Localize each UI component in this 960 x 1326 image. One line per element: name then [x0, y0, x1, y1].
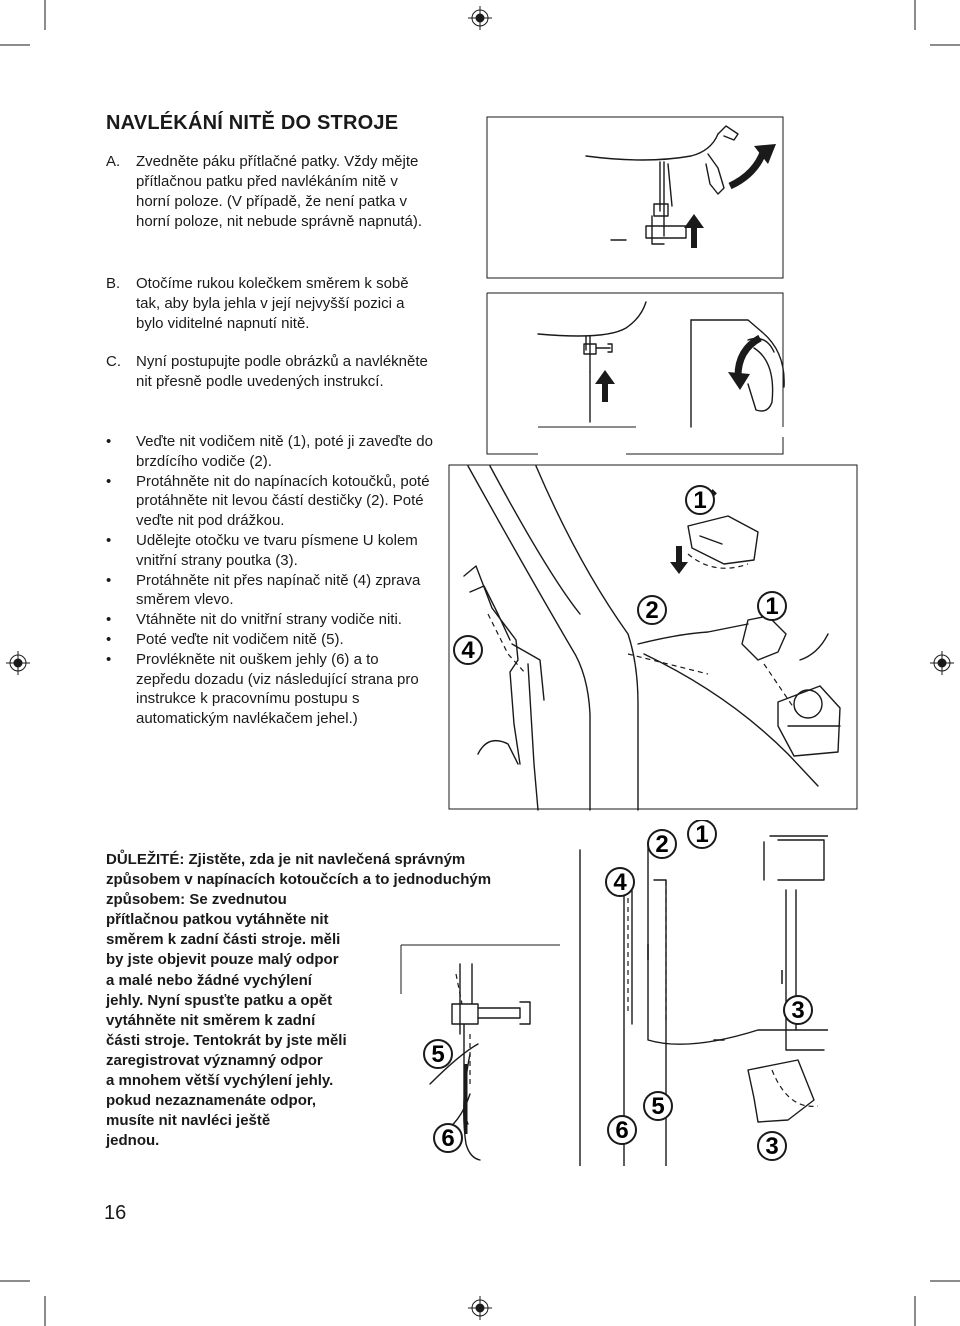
svg-text:3: 3	[765, 1133, 779, 1160]
figure-needle-detail	[400, 944, 590, 1164]
svg-text:2: 2	[655, 831, 669, 858]
svg-text:6: 6	[615, 1117, 629, 1144]
callout-one	[688, 820, 716, 848]
step-b-text: Otočíme rukou kolečkem směrem k sobě tak, aby byla jehla v její nejvyšší pozici a bylo viditelné napnutí nitě.	[136, 275, 409, 332]
page-title: NAVLÉKÁNÍ NITĚ DO STROJE	[106, 112, 399, 134]
svg-text:1: 1	[693, 487, 707, 514]
svg-text:1: 1	[695, 821, 709, 848]
list-item: • Protáhněte nit do napínacích kotoučků, poté protáhněte nit levou částí destičky (2). Poté veďte nit pod drážkou.	[106, 472, 430, 530]
svg-text:3: 3	[791, 997, 805, 1024]
curved-arrow-icon	[738, 338, 760, 376]
step-c	[106, 352, 436, 392]
step-b	[106, 274, 436, 334]
callout-six	[434, 1124, 462, 1152]
svg-text:5: 5	[651, 1093, 665, 1120]
curved-arrow-icon	[730, 150, 764, 186]
svg-text:2: 2	[645, 597, 659, 624]
list-item: • Protáhněte nit přes napínač nitě (4) zprava směrem vlevo.	[106, 571, 421, 609]
list-item: • Veďte nit vodičem nitě (1), poté ji zaveďte do brzdícího vodiče (2).	[106, 433, 433, 470]
registration-mark-left	[6, 651, 30, 675]
callout-two	[648, 830, 676, 858]
step-a-text: Zvedněte páku přítlačné patky. Vždy mějte přítlačnou patku před navlékáním nitě v horní poloze. (V případě, že není patka v horní poloze, nit nebude správně napnutá).	[136, 153, 423, 230]
registration-mark-bottom	[468, 1296, 492, 1320]
callout-two	[638, 596, 666, 624]
svg-text:1: 1	[765, 593, 779, 620]
list-item: • Provlékněte nit ouškem jehly (6) a to zepředu dozadu (viz následující strana pro instrukce k pracovnímu postupu s automatickým navlékačem jehel.)	[106, 650, 419, 728]
list-item: • Udělejte otočku ve tvaru písmene U kolem vnitřní strany poutka (3).	[106, 531, 418, 569]
callout-five	[644, 1092, 672, 1120]
callout-four	[454, 636, 482, 664]
callout-one-b	[758, 592, 786, 620]
important-note: DŮLEŽITÉ: Zjistěte, zda je nit navlečená správným způsobem v napínacích kotoučcích a to jednoduchým způsobem: Se zvednutou přítlačnou patkou vytáhněte nit směrem k zadní části stroje. měli by jste objevit pouze malý odpor a malé nebo žádné vychýlení jehly. Nyní spusťte patku a opět vytáhněte nit směrem k zadní části stroje. Tentokrát by jste měli zaregistrovat významný odpor a mnohem větší vychýlení jehly. pokud nezaznamenáte odpor, musíte nit navléci ještě jednou.	[106, 851, 492, 1150]
callout-five	[424, 1040, 452, 1068]
callout-four	[606, 868, 634, 896]
step-b-label: B.	[106, 275, 121, 292]
up-arrow-icon	[595, 370, 615, 402]
list-item: • Poté veďte nit vodičem nitě (5).	[106, 630, 344, 648]
list-item: • Vtáhněte nit do vnitřní strany vodiče niti.	[106, 611, 402, 629]
threading-steps-list	[106, 432, 436, 729]
registration-mark-right	[930, 651, 954, 675]
figure-handwheel	[486, 292, 786, 457]
svg-text:4: 4	[461, 637, 475, 664]
registration-mark-top	[468, 6, 492, 30]
callout-three-bottom	[758, 1132, 786, 1160]
step-c-text: Nyní postupujte podle obrázků a navlékněte nit přesně podle uvedených instrukcí.	[136, 353, 428, 390]
callout-three	[784, 996, 812, 1024]
step-c-label: C.	[106, 353, 121, 370]
svg-text:4: 4	[613, 869, 627, 896]
figure-presser-foot-lever	[486, 116, 786, 281]
svg-text:6: 6	[441, 1125, 455, 1152]
up-arrow-icon	[684, 214, 704, 248]
step-a	[106, 152, 436, 232]
callout-one-a	[686, 486, 714, 514]
figure-thread-guides	[448, 464, 860, 812]
page-number: 16	[104, 1202, 127, 1224]
svg-text:5: 5	[431, 1041, 445, 1068]
step-a-label: A.	[106, 153, 121, 170]
callout-six	[608, 1116, 636, 1144]
